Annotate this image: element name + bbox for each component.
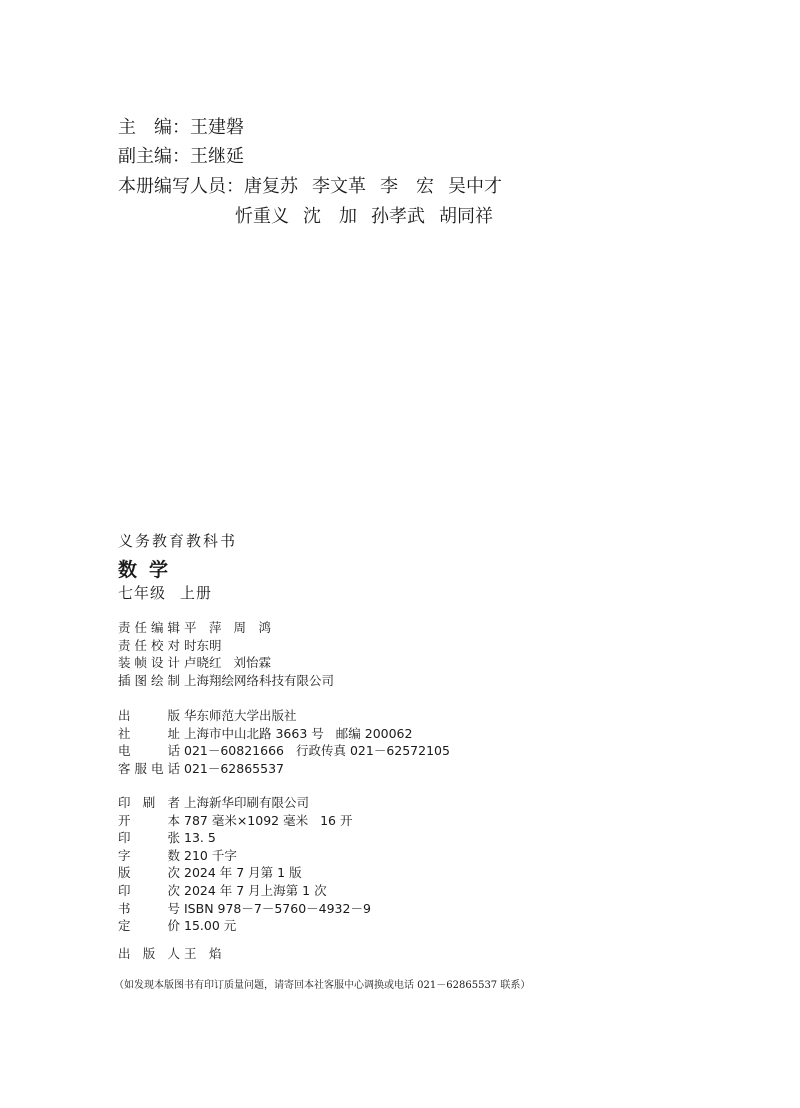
staff-row [118, 654, 346, 672]
publisher-value: 021－62865537 [184, 760, 284, 776]
printing-value: ISBN 978－7－5760－4932－9 [184, 900, 371, 916]
quality-notice: （如发现本版图书有印订质量问题，请寄回本社客服中心调换或电话 021－62865537 联系） [114, 980, 531, 991]
printing-block [118, 794, 383, 935]
printing-row [118, 864, 383, 882]
printing-key: 开本 [118, 812, 180, 828]
printing-row [118, 900, 383, 918]
issuer-value: 王 焰 [184, 946, 222, 961]
printing-key: 版次 [118, 865, 180, 881]
staff-key: 装帧设计 [118, 655, 180, 671]
publisher-block [118, 707, 462, 777]
writer-name: 孙孝武 [371, 206, 425, 227]
publisher-key: 电话 [118, 743, 180, 759]
printing-value: 16 开 [320, 812, 353, 828]
printing-key: 印刷者 [118, 795, 180, 810]
printing-row [118, 917, 383, 935]
printing-value: 2024 年 7 月上海第 1 次 [184, 882, 327, 898]
publisher-row [118, 760, 462, 778]
writer-name: 沈 加 [303, 206, 357, 227]
printing-key: 字数 [118, 847, 180, 863]
publisher-value: 华东师范大学出版社 [184, 708, 297, 723]
writer-name: 李文革 [312, 176, 366, 197]
chief-editor-line [118, 116, 244, 140]
printing-value: 787 毫米×1092 毫米 [184, 812, 309, 828]
staff-value: 平 萍 [184, 620, 222, 635]
staff-row [118, 672, 346, 690]
chief-editor-label: 主 编： [118, 117, 190, 138]
printing-key: 定价 [118, 918, 180, 934]
publisher-key: 社址 [118, 725, 180, 741]
printing-value: 2024 年 7 月第 1 版 [184, 865, 302, 881]
publisher-row [118, 707, 462, 725]
chief-editor-name: 王建磐 [190, 117, 244, 138]
writers-line-1 [118, 175, 516, 199]
volume-label: 上册 [180, 584, 213, 602]
staff-row [118, 637, 346, 655]
publisher-value: 021－60821666 [184, 743, 284, 759]
staff-row [118, 619, 346, 637]
writer-name: 唐复苏 [244, 176, 298, 197]
deputy-editor-name: 王继延 [190, 146, 244, 167]
staff-key: 责任编辑 [118, 620, 180, 635]
writers-line-2 [235, 205, 507, 229]
issuer-row [118, 945, 222, 963]
printing-value: 13. 5 [184, 830, 216, 846]
printing-row [118, 794, 383, 812]
printing-row [118, 882, 383, 900]
book-series: 义务教育教科书 [118, 532, 238, 550]
book-subject: 数学 [118, 559, 181, 581]
printing-row [118, 812, 383, 830]
deputy-editor-line [118, 145, 244, 169]
staff-value: 上海翔绘网络科技有限公司 [184, 672, 335, 688]
printing-key: 书号 [118, 900, 180, 916]
printing-row [118, 829, 383, 847]
writers-names-1 [244, 176, 516, 197]
publisher-value: 行政传真 021－62572105 [295, 743, 450, 759]
publisher-key: 出版 [118, 708, 180, 723]
writer-name: 胡同祥 [439, 206, 493, 227]
publisher-value: 上海市中山北路 3663 号 [184, 725, 324, 741]
publisher-row [118, 725, 462, 743]
issuer-block [118, 945, 222, 963]
staff-value: 周 鸿 [233, 620, 272, 635]
publisher-value: 邮编 200062 [335, 725, 413, 741]
book-grade [118, 582, 226, 603]
printing-row [118, 847, 383, 865]
publisher-row [118, 742, 462, 760]
printing-value: 210 千字 [184, 847, 237, 863]
writer-name: 吴中才 [448, 176, 502, 197]
staff-value: 刘怡霖 [233, 655, 272, 671]
staff-value: 时东明 [184, 637, 222, 653]
staff-block [118, 619, 346, 689]
staff-key: 插图绘制 [118, 672, 180, 688]
printing-key: 印张 [118, 830, 180, 846]
deputy-editor-label: 副主编： [118, 146, 190, 167]
issuer-key: 出版人 [118, 946, 180, 961]
writer-name: 忻重义 [235, 206, 289, 227]
printing-key: 印次 [118, 882, 180, 898]
writer-name: 李 宏 [380, 176, 434, 197]
writers-label: 本册编写人员： [118, 176, 244, 197]
staff-key: 责任校对 [118, 637, 180, 653]
publisher-key: 客服电话 [118, 760, 180, 776]
staff-value: 卢晓红 [184, 655, 222, 671]
printing-value: 15.00 元 [184, 918, 237, 934]
printing-value: 上海新华印刷有限公司 [184, 795, 310, 810]
grade-label: 七年级 [118, 584, 167, 602]
